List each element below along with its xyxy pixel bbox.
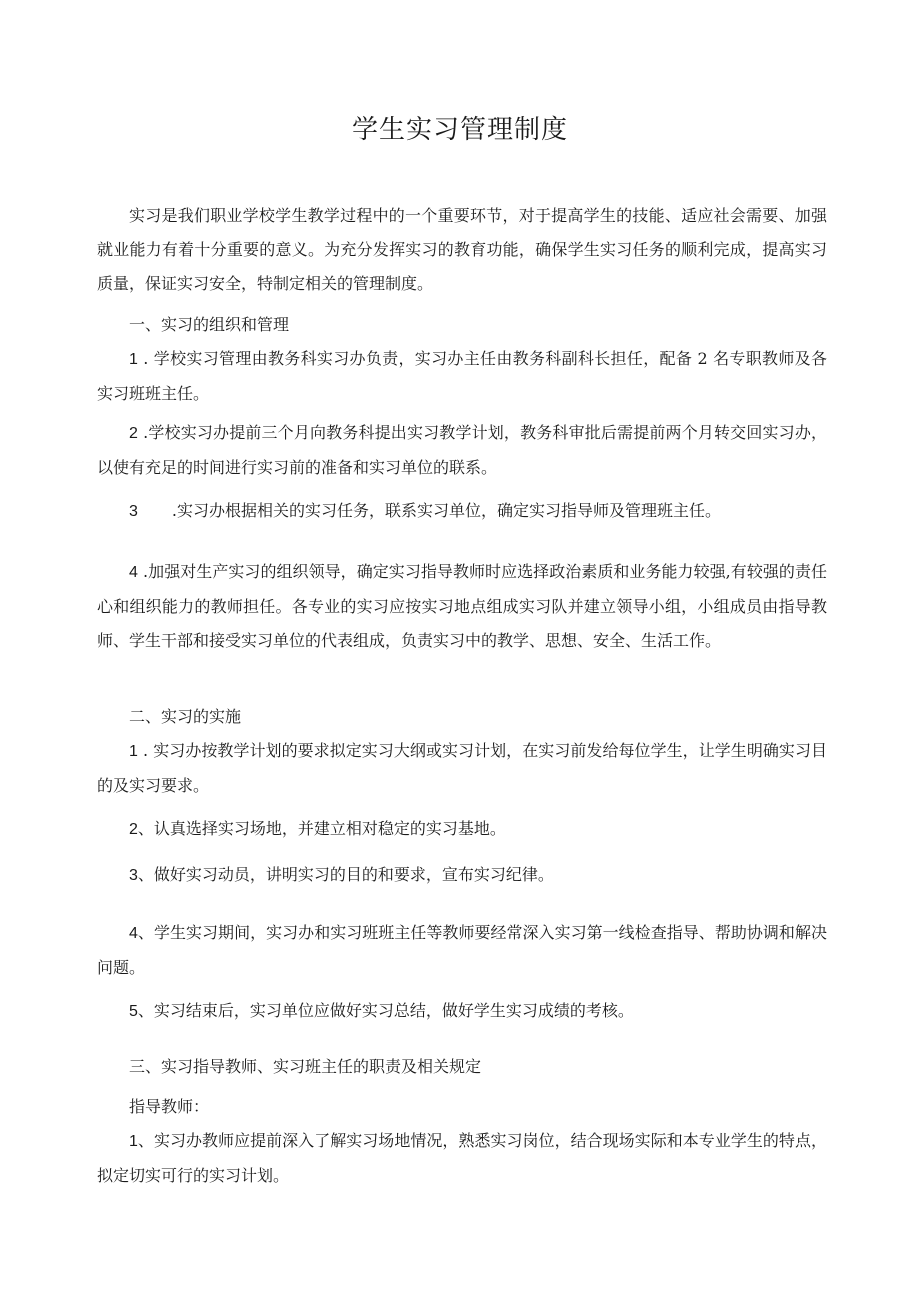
item-number: 2	[129, 821, 138, 838]
item-number: 2	[129, 425, 138, 442]
item-text: 、做好实习动员，讲明实习的目的和要求，宣布实习纪律。	[137, 865, 554, 884]
item-text: .实习办根据相关的实习任务，联系实习单位，确定实习指导师及管理班主任。	[171, 501, 721, 520]
intro-paragraph: 实习是我们职业学校学生教学过程中的一个重要环节，对于提高学生的技能、适应社会需要、加强就业能力有着十分重要的意义。为充分发挥实习的教育功能，确保学生实习任务的顺利完成，提高实习质量，保证实习安全，特制定相关的管理制度。	[97, 206, 827, 293]
item-number: 5	[129, 1003, 138, 1020]
item-text: .加强对生产实习的组织领导，确定实习指导教师时应选择政治素质和业务能力较强,有较强的责任心和组织能力的教师担任。各专业的实习应按实习地点组成实习队并建立领导小组，小组成员由指导教师、学生干部和接受实习单位的代表组成，负责实习中的教学、思想、安全、生活工作。	[97, 562, 827, 650]
item-number: 3	[129, 867, 138, 884]
document-title: 学生实习管理制度	[351, 115, 568, 145]
section1-item-4	[97, 555, 827, 658]
section1-item-1	[97, 342, 827, 411]
item-number: 1	[129, 351, 138, 368]
item-text: 、实习办教师应提前深入了解实习场地情况，熟悉实习岗位，结合现场实际和本专业学生的特点，拟定切实可行的实习计划。	[97, 1131, 827, 1185]
item-text: .学校实习办提前三个月向教务科提出实习教学计划，教务科审批后需提前两个月转交回实习办，以使有充足的时间进行实习前的准备和实习单位的联系。	[97, 423, 827, 477]
item-number: 3	[129, 503, 138, 520]
section1-item-2	[97, 416, 827, 485]
item-text: 、实习结束后，实习单位应做好实习总结，做好学生实习成绩的考核。	[137, 1001, 634, 1020]
item-number: 4	[129, 564, 138, 581]
section1-heading: 一、实习的组织和管理	[129, 315, 290, 334]
item-text: . 学校实习管理由教务科实习办负责，实习办主任由教务科副科长担任，配备 2 名专职教师及各实习班班主任。	[97, 349, 827, 403]
item-text: . 实习办按教学计划的要求拟定实习大纲或实习计划，在实习前发给每位学生，让学生明确实习目的及实习要求。	[97, 741, 827, 795]
item-number: 1	[129, 1133, 138, 1150]
section3-item-1	[97, 1124, 827, 1193]
section2-item-1	[97, 734, 827, 803]
section2-heading: 二、实习的实施	[129, 707, 242, 726]
section2-item-4	[97, 916, 827, 985]
section2-item-3	[97, 858, 827, 893]
section2-item-5	[97, 994, 827, 1029]
item-text: 、认真选择实习场地，并建立相对稳定的实习基地。	[137, 819, 506, 838]
section3-heading: 三、实习指导教师、实习班主任的职责及相关规定	[129, 1057, 482, 1076]
section3-subheading: 指导教师：	[129, 1097, 210, 1116]
section2-item-2	[97, 812, 827, 847]
item-number: 4	[129, 925, 138, 942]
section1-item-3	[97, 494, 827, 529]
item-text: 、学生实习期间，实习办和实习班班主任等教师要经常深入实习第一线检查指导、帮助协调和解决问题。	[97, 923, 827, 977]
item-number: 1	[129, 743, 138, 760]
